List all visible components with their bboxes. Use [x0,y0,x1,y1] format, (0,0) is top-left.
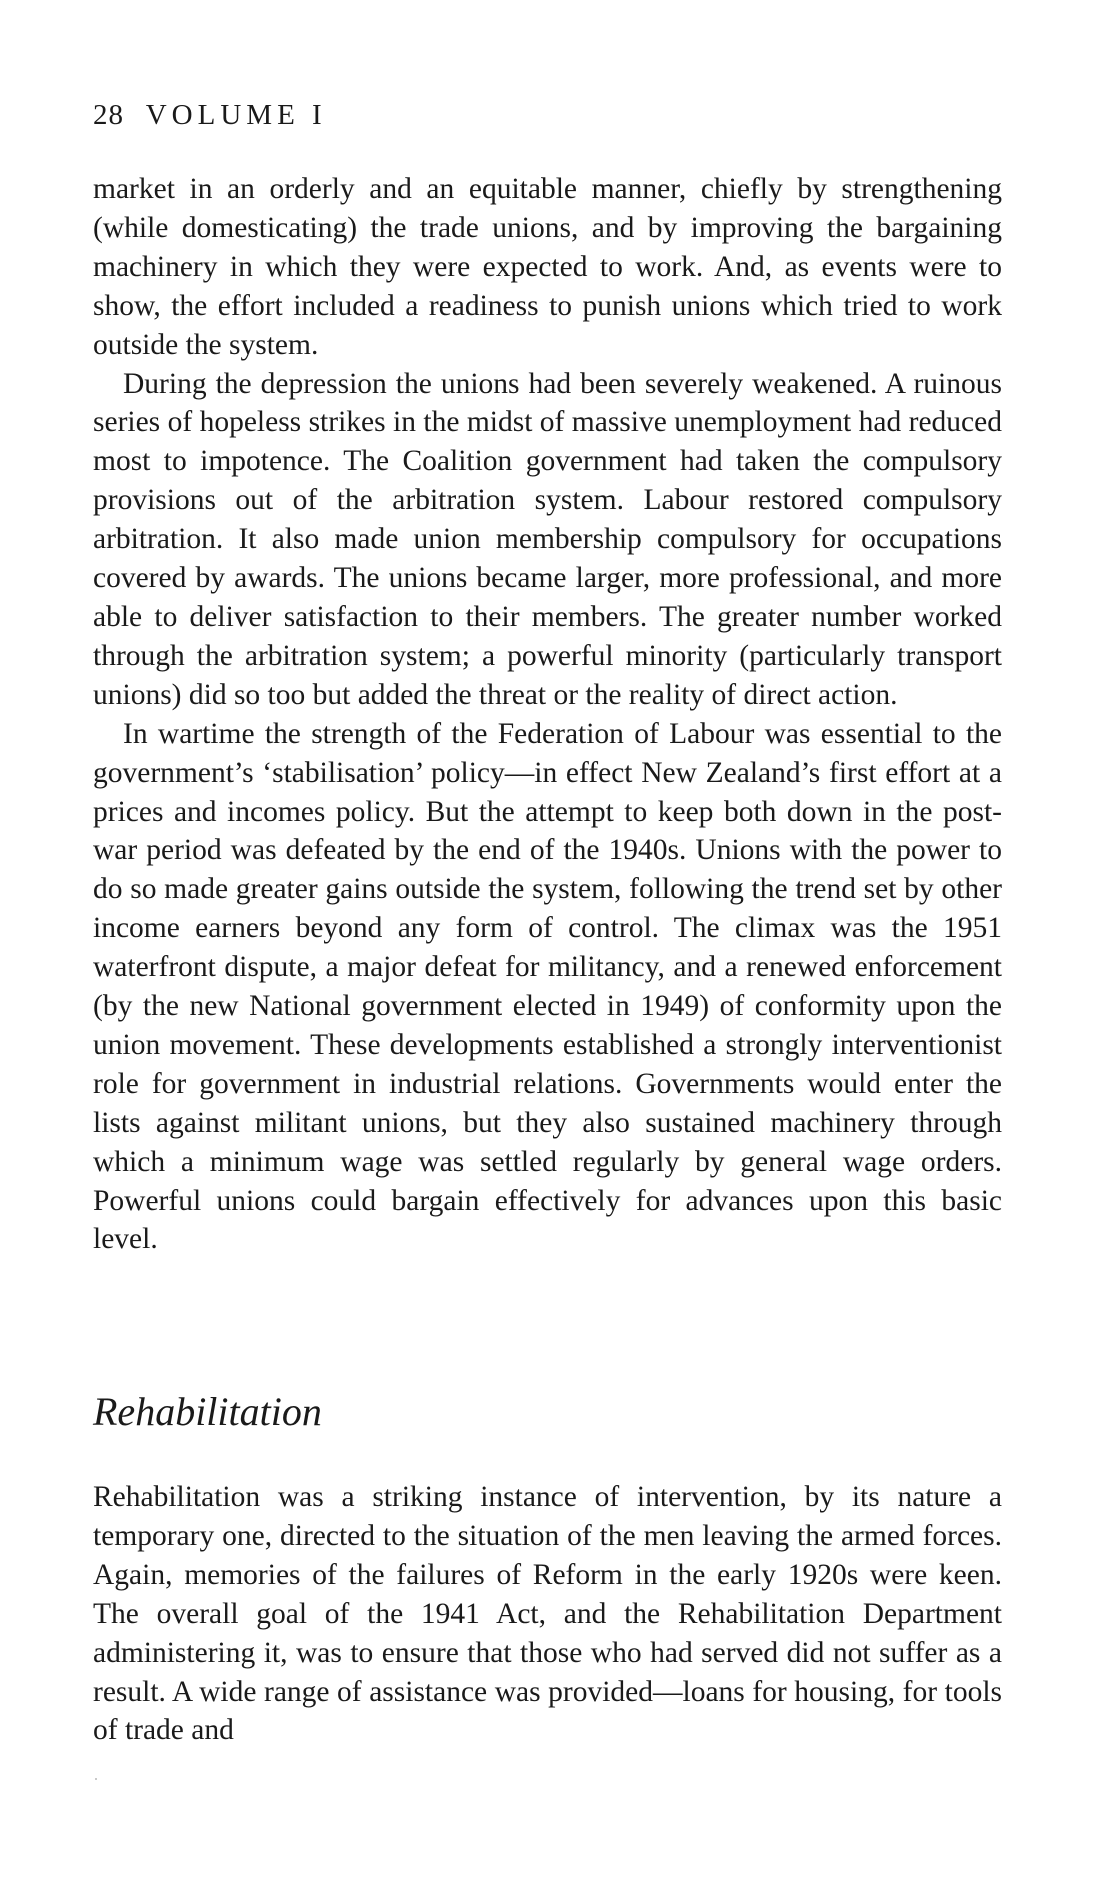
paragraph-wartime-federation: In wartime the strength of the Federation of Labour was essential to the government’s ‘stabilisation’ policy—in effect New Zealand’s first effort at a prices and incomes policy. But the attempt to keep both down in the post-war period was defeated by the end of the 1940s. Unions with the power to do so made greater gains outside the system, following the trend set by other income earners beyond any form of control. The climax was the 1951 waterfront dispute, a major defeat for militancy, and a renewed enforcement (by the new National government elected in 1949) of conformity upon the union movement. These developments established a strongly interventionist role for government in industrial relations. Governments would enter the lists against militant unions, but they also sustained machinery through which a minimum wage was settled regularly by general wage orders. Powerful unions could bargain effectively for advances upon this basic level. [93,717,1002,1256]
volume-label: VOLUME I [145,99,327,131]
scan-speck [95,1778,97,1780]
paragraph-continued: market in an orderly and an equitable manner, chiefly by strengthening (while domesticating) the trade unions, and by improving the bargaining machinery in which they were expected to work. And, as events were to show, the effort included a readiness to punish unions which tried to work outside the system. [93,173,1002,361]
body-text-section-two [93,1478,1002,1750]
body-text-section-one [93,170,1002,1259]
section-heading-rehabilitation: Rehabilitation [93,1389,322,1434]
paragraph-depression-unions: During the depression the unions had been severely weakened. A ruinous series of hopeless strikes in the midst of massive unemployment had reduced most to impotence. The Coalition government had taken the compulsory provisions out of the arbitration system. Labour restored compulsory arbitration. It also made union membership compulsory for occupations covered by awards. The unions became larger, more professional, and more able to deliver satisfaction to their members. The greater number worked through the arbitration system; a powerful minority (particularly transport unions) did so too but added the threat or the reality of direct action. [93,367,1002,711]
paragraph-rehabilitation: Rehabilitation was a striking instance of intervention, by its nature a temporary one, directed to the situation of the men leaving the armed forces. Again, memories of the failures of Reform in the early 1920s were keen. The overall goal of the 1941 Act, and the Rehabilitation Department administering it, was to ensure that those who had served did not suffer as a result. A wide range of assistance was provided—loans for housing, for tools of trade and [93,1481,1002,1747]
page-number: 28 [93,99,124,131]
running-head [93,95,327,135]
